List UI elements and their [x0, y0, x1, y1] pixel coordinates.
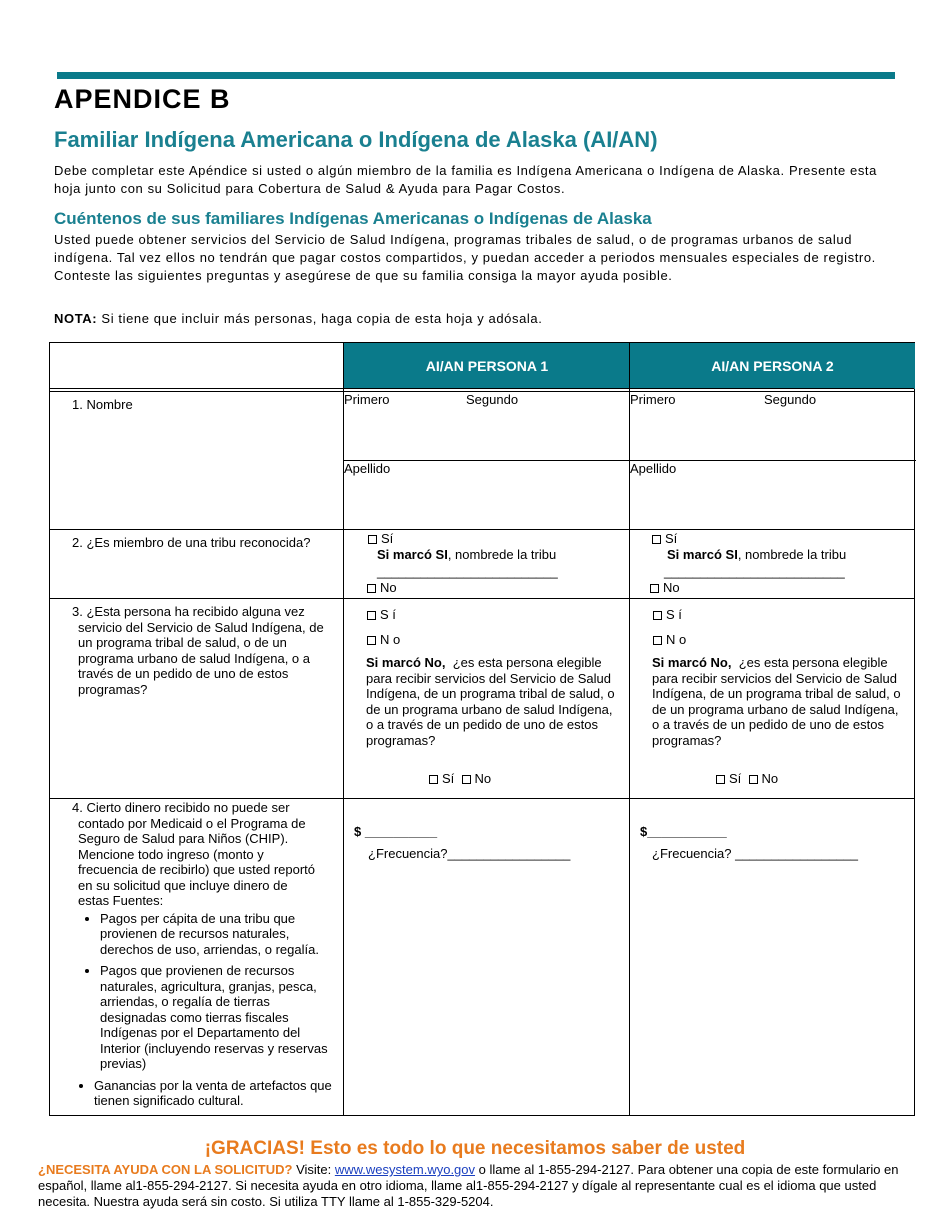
p1-q2-tribe — [377, 547, 556, 563]
checkbox-icon[interactable] — [716, 775, 725, 784]
help-text — [38, 1162, 918, 1210]
q4-bullets — [72, 911, 334, 1109]
p1-q3-no[interactable] — [367, 632, 400, 648]
no-label: No — [380, 580, 397, 595]
section-text: Usted puede obtener servicios del Servicio de Salud Indígena, programas tribales de salud, o de programas urbanos de salud indígena. Tal vez ellos no tendrán que pagar costos compartidos, y puedan acceder a periodos mensuales especiales de registro. Conteste las siguientes preguntas y asegúrese de que su familia consiga la mayor ayuda posible. — [54, 232, 876, 283]
si-label: Sí — [729, 771, 742, 786]
row-divider — [50, 388, 914, 389]
p1-amount[interactable]: $ __________ — [354, 824, 438, 839]
p2-middle-label[interactable]: Segundo — [764, 392, 817, 407]
p2-q2-no[interactable] — [650, 580, 680, 596]
p1-q2-tribe-line[interactable]: _________________________ — [377, 564, 558, 579]
tribu-text: , nombrede la tribu — [447, 547, 557, 562]
list-item: • Ganancias por la venta de artefactos que tienen significado cultural. — [94, 1078, 334, 1109]
p2-q2-si[interactable] — [652, 531, 677, 547]
p2-amount[interactable]: $___________ — [640, 824, 727, 839]
si-marco-no: Si marcó No, — [366, 655, 446, 670]
p2-frequency[interactable]: ¿Frecuencia? _________________ — [652, 846, 859, 861]
no-label: No — [663, 580, 680, 595]
p2-q3-no[interactable] — [653, 632, 686, 648]
checkbox-icon[interactable] — [652, 535, 661, 544]
p1-last-label[interactable]: Apellido — [344, 461, 391, 476]
p1-q3-si[interactable] — [367, 607, 396, 623]
help-rest: o llame al 1-855-294-2127. Para obtener una copia de este formulario en español, llame al1-855-294-2127. Si necesita ayuda en otro idioma, llame al1-855-294-2127 y dígale al representante cual es el idioma que usted necesita. Nuestra ayuda será sin costo. Si utiliza TTY llame al 1-855-329-5204. — [38, 1162, 899, 1209]
p1-first-label[interactable]: Primero — [344, 392, 390, 407]
thanks-banner: ¡GRACIAS! Esto es todo lo que necesitamos saber de usted — [204, 1138, 746, 1159]
no-label: N o — [380, 632, 401, 647]
checkbox-icon[interactable] — [462, 775, 471, 784]
si-label: Sí — [665, 531, 678, 546]
q1-label: 1. Nombre — [72, 397, 133, 412]
p2-q3-followup — [652, 655, 902, 748]
p1-q3-followup — [366, 655, 616, 748]
p2-q2-tribe — [667, 547, 846, 563]
si-label: Sí — [381, 531, 394, 546]
si-label: S í — [380, 607, 396, 622]
p1-middle-label[interactable]: Segundo — [466, 392, 519, 407]
col-divider — [343, 343, 344, 1115]
row-divider — [50, 798, 914, 799]
col-divider — [629, 343, 630, 1115]
p2-last-label[interactable]: Apellido — [630, 461, 677, 476]
p1-q2-no[interactable] — [367, 580, 397, 596]
tribu-text: , nombrede la tribu — [737, 547, 847, 562]
page-title: Familiar Indígena Americana o Indígena de Alaska (AI/AN) — [54, 127, 658, 152]
q4-block — [72, 800, 334, 1109]
row-divider — [50, 598, 914, 599]
col-header-persona-2: AI/AN PERSONA 2 — [630, 343, 915, 389]
col-header-persona-1: AI/AN PERSONA 1 — [344, 343, 630, 389]
checkbox-icon[interactable] — [429, 775, 438, 784]
visit-text: Visite: — [292, 1162, 335, 1177]
checkbox-icon[interactable] — [749, 775, 758, 784]
header-rule — [57, 72, 895, 79]
si-marco-si: Si marcó SI — [667, 547, 738, 562]
checkbox-icon[interactable] — [367, 611, 376, 620]
checkbox-icon[interactable] — [367, 584, 376, 593]
no-label: No — [474, 771, 492, 786]
list-item: • Pagos que provienen de recursos naturales, agricultura, granjas, pesca, arriendas, o regalía de tierras designadas como tierras fiscales Indígenas por el Departamento del Interior (incluyendo reservas y reservas previas) — [100, 963, 334, 1072]
p1-q2-si[interactable] — [368, 531, 393, 547]
row-divider — [50, 529, 914, 530]
website-link[interactable]: www.wesystem.wyo.gov — [334, 1162, 476, 1177]
nota — [54, 311, 542, 326]
q4-intro: 4. Cierto dinero recibido no puede ser contado por Medicaid o el Programa de Seguro de Salud para Niños (CHIP). Mencione todo ingreso (monto y frecuencia de recibirlo) que usted reportó en su solicitud que incluye dinero de estas Fuentes: — [72, 800, 316, 908]
appendix-title: APENDICE B — [54, 84, 231, 114]
checkbox-icon[interactable] — [653, 611, 662, 620]
p2-q3-sub-options[interactable] — [716, 771, 778, 787]
no-label: No — [761, 771, 779, 786]
checkbox-icon[interactable] — [368, 535, 377, 544]
p1-q3-sub-options[interactable] — [429, 771, 491, 787]
followup-text: ¿es esta persona elegible para recibir servicios del Servicio de Salud Indígena, de un programa tribal de salud, o de un programa urbano de salud Indígena, o a través de un pedido de uno de estos programas? — [366, 655, 615, 748]
p1-frequency[interactable]: ¿Frecuencia?_________________ — [368, 846, 571, 861]
checkbox-icon[interactable] — [650, 584, 659, 593]
section-title: Cuéntenos de sus familiares Indígenas Americanas o Indígenas de Alaska — [54, 209, 652, 228]
aian-table — [49, 342, 915, 1116]
si-label: S í — [666, 607, 682, 622]
q2-label: 2. ¿Es miembro de una tribu reconocida? — [72, 535, 311, 550]
checkbox-icon[interactable] — [367, 636, 376, 645]
si-marco-si: Si marcó SI — [377, 547, 448, 562]
checkbox-icon[interactable] — [653, 636, 662, 645]
intro-text: Debe completar este Apéndice si usted o algún miembro de la familia es Indígena Americana o Indígena de Alaska. Presente esta hoja junto con su Solicitud para Cobertura de Salud & Ayuda para Pagar Costos. — [54, 163, 877, 196]
nota-text: Si tiene que incluir más personas, haga copia de esta hoja y adósala. — [101, 311, 543, 326]
help-label: ¿NECESITA AYUDA CON LA SOLICITUD? — [38, 1162, 293, 1177]
q3-label: 3. ¿Esta persona ha recibido alguna vez servicio del Servicio de Salud Indígena, de un programa tribal de salud, o de un programa urbano de salud Indígena, o a través de un pedido de uno de estos programas? — [72, 604, 324, 697]
nota-label: NOTA: — [54, 311, 98, 326]
list-item: • Pagos per cápita de una tribu que provienen de recursos naturales, derechos de uso, arriendas, o regalía. — [100, 911, 334, 958]
p2-q3-si[interactable] — [653, 607, 682, 623]
si-marco-no: Si marcó No, — [652, 655, 732, 670]
p2-q2-tribe-line[interactable]: _________________________ — [664, 564, 845, 579]
followup-text: ¿es esta persona elegible para recibir servicios del Servicio de Salud Indígena, de un programa tribal de salud, o de un programa urbano de salud Indígena, o a través de un pedido de uno de estos programas? — [652, 655, 901, 748]
p2-first-label[interactable]: Primero — [630, 392, 676, 407]
si-label: Sí — [442, 771, 455, 786]
no-label: N o — [666, 632, 687, 647]
